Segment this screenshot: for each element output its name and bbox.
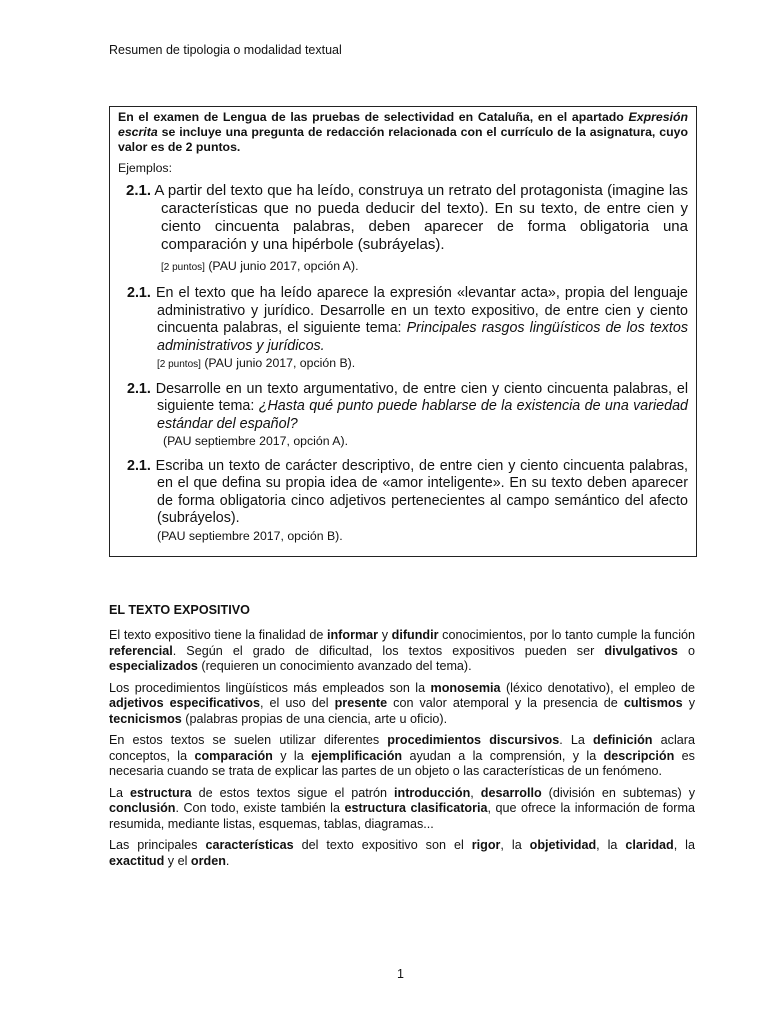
example-1-text: 2.1. A partir del texto que ha leído, construya un retrato del protagonista (imagine las características que no pueda deducir del texto). En su texto, de entre cien y ciento cincuenta palabras, deben aparecer de forma obligatoria una comparación y una hipérbole (subráyelas). (126, 182, 688, 253)
paragraph-text: del texto expositivo son el (293, 838, 472, 852)
page-header: Resumen de tipologia o modalidad textual (109, 43, 342, 57)
section-paragraphs (109, 628, 695, 869)
paragraph-text: o (677, 643, 695, 658)
example-2-text: 2.1. En el texto que ha leído aparece la expresión «levantar acta», propia del lenguaje administrativo y jurídico. Desarrolle en un texto expositivo, de entre cien y ciento cincuenta palabras, el siguiente tema: Principales rasgos lingüísticos de los textos administrativos y jurídicos. (127, 285, 688, 354)
paragraph-text: Los procedimientos lingüísticos más empleados son la (109, 680, 431, 695)
bold-term: definición (593, 733, 653, 747)
paragraph-text: aclara conceptos, la (109, 733, 695, 763)
section-paragraph (109, 628, 695, 675)
exam-examples-box (109, 106, 697, 557)
paragraph-text: En estos textos se suelen utilizar diferentes (109, 733, 388, 747)
paragraph-text: (división en subtemas) y (541, 785, 695, 800)
examples-label: Ejemplos: (118, 161, 172, 175)
example-3-source: (PAU septiembre 2017, opción A). (163, 434, 349, 448)
paragraph-text: (léxico denotativo), el empleo de (500, 680, 695, 695)
paragraph-text: Las principales (109, 838, 206, 852)
page-number: 1 (397, 967, 404, 981)
example-2-source: [2 puntos] (PAU junio 2017, opción B). (157, 356, 356, 370)
example-4-text: 2.1. Escriba un texto de carácter descriptivo, de entre cien y ciento cincuenta palabras, en el que defina su propia idea de «amor inteligente». En su texto deben aparecer de forma obligatoria cinco adjetivos pertenecientes al campo semántico del afecto (subráyelos). (127, 457, 688, 526)
paragraph-text: , la (673, 838, 695, 852)
example-1-number: 2.1. (126, 182, 152, 199)
bold-term: ejemplificación (311, 748, 403, 763)
expository-section (109, 603, 695, 875)
paragraph-text: El texto expositivo tiene la finalidad de (109, 628, 327, 642)
bold-term: adjetivos especificativos (109, 696, 260, 710)
bold-term: exactitud (109, 853, 165, 868)
paragraph-text: con valor atemporal y la presencia de (387, 696, 624, 710)
bold-term: claridad (625, 838, 674, 852)
intro-text-b: se incluye una pregunta de redacción relacionada con el currículo de la asignatura, cuyo valor es de 2 puntos. (118, 125, 688, 154)
intro-text-a: En el examen de Lengua de las pruebas de selectividad en Cataluña, en el apartado (118, 110, 624, 124)
paragraph-text: (requieren un conocimiento avanzado del tema). (197, 659, 472, 673)
bold-term: procedimientos discursivos (387, 733, 560, 747)
bold-term: cultismos (623, 696, 683, 710)
bold-term: estructura (130, 785, 192, 800)
paragraph-text: y el (164, 853, 191, 868)
example-4 (127, 458, 688, 546)
example-2-number: 2.1. (127, 285, 151, 301)
intro-italic: Expresión escrita (118, 110, 688, 139)
paragraph-text: y (378, 628, 392, 642)
example-1 (126, 182, 688, 277)
example-4-source: (PAU septiembre 2017, opción B). (157, 528, 343, 543)
section-paragraph (109, 838, 695, 869)
paragraph-text: y (682, 696, 695, 710)
bold-term: informar (326, 628, 379, 642)
paragraph-text: , (470, 785, 481, 800)
example-2 (127, 285, 688, 374)
paragraph-text: , el uso del (259, 696, 335, 710)
bold-term: orden (190, 853, 226, 868)
section-paragraph (109, 733, 695, 780)
bold-term: comparación (194, 748, 273, 763)
bold-term: referencial (109, 643, 173, 658)
paragraph-text: La (109, 785, 131, 800)
bold-term: desarrollo (480, 785, 542, 800)
bold-term: introducción (394, 785, 471, 800)
bold-term: descripción (603, 748, 675, 763)
paragraph-text: de estos textos sigue el patrón (191, 785, 394, 800)
bold-term: rigor (471, 838, 501, 852)
paragraph-text: ayudan a la comprensión, y la (402, 748, 604, 763)
bold-term: monosemia (430, 680, 501, 695)
paragraph-text: conocimientos, por lo tanto cumple la función (438, 628, 696, 642)
section-heading: EL TEXTO EXPOSITIVO (109, 603, 250, 617)
bold-term: tecnicismos (109, 711, 182, 726)
paragraph-text: . Según el grado de dificultad, los textos expositivos pueden ser (172, 643, 605, 658)
bold-term: objetividad (529, 838, 597, 852)
example-3-number: 2.1. (127, 380, 151, 397)
example-4-number: 2.1. (127, 457, 151, 474)
example-3-text: 2.1. Desarrolle en un texto argumentativo, de entre cien y ciento cincuenta palabras, el siguiente tema: ¿Hasta qué punto puede hablarse de la existencia de una variedad estándar del español? (127, 380, 688, 432)
section-paragraph (109, 786, 695, 833)
paragraph-text: , que ofrece la información de forma resumida, mediante listas, esquemas, tablas, diagramas... (109, 801, 695, 831)
paragraph-text: , la (500, 838, 530, 852)
bold-term: estructura clasificatoria (344, 801, 488, 815)
paragraph-text: . La (559, 733, 594, 747)
paragraph-text: es necesaria cuando se trata de explicar las partes de un objeto o las características de un fenómeno. (109, 748, 695, 778)
example-1-source: [2 puntos] (PAU junio 2017, opción A). (161, 259, 359, 273)
bold-term: conclusión (109, 801, 176, 815)
bold-term: especializados (109, 659, 198, 673)
paragraph-text: . Con todo, existe también la (175, 801, 345, 815)
paragraph-text: . (225, 853, 230, 868)
paragraph-text: y la (272, 748, 312, 763)
example-3 (127, 381, 688, 451)
bold-term: características (205, 838, 294, 852)
paragraph-text: (palabras propias de una ciencia, arte u oficio). (181, 711, 448, 726)
box-intro (118, 110, 688, 155)
paragraph-text: , la (596, 838, 626, 852)
bold-term: difundir (391, 628, 439, 642)
section-paragraph (109, 681, 695, 728)
bold-term: presente (334, 696, 388, 710)
bold-term: divulgativos (604, 643, 678, 658)
